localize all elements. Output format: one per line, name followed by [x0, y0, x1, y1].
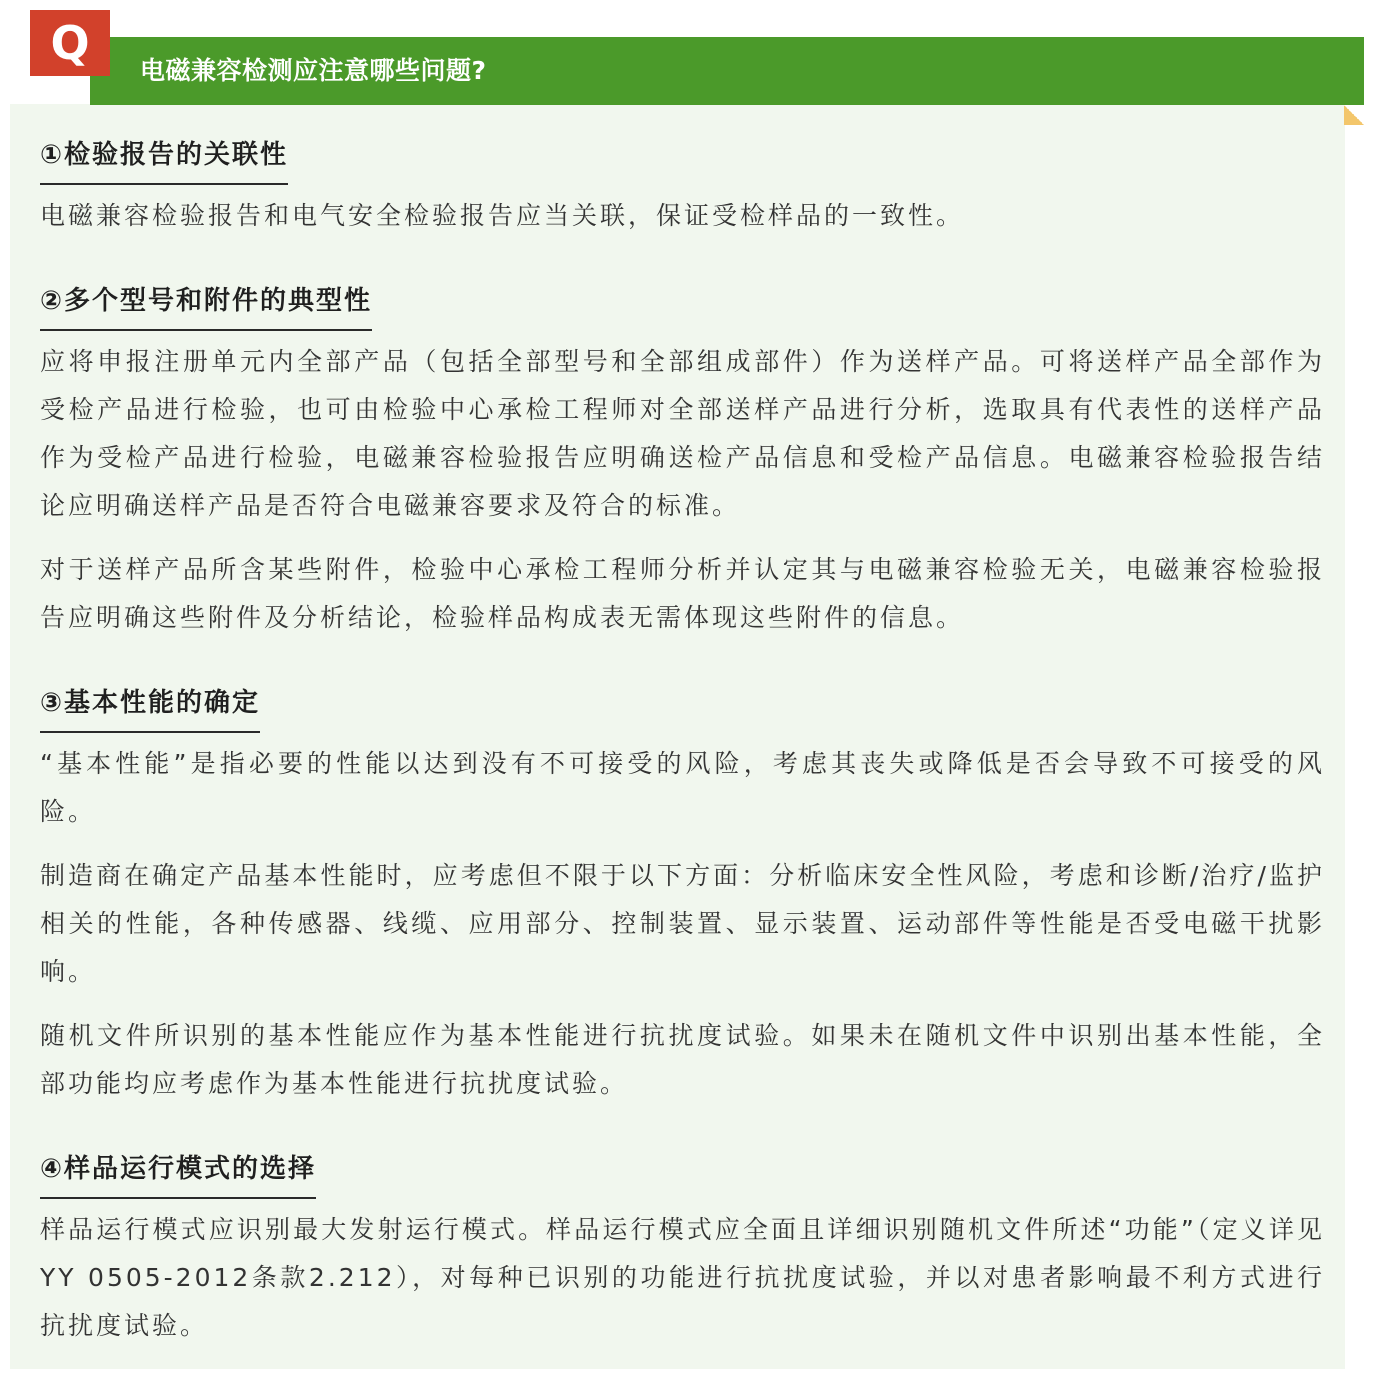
title-bar	[90, 37, 1364, 105]
section-2-paragraph-1: 应将申报注册单元内全部产品（包括全部型号和全部组成部件）作为送样产品。可将送样产品全部作为受检产品进行检验，也可由检验中心承检工程师对全部送样产品进行分析，选取具有代表性的送样产品作为受检产品进行检验，电磁兼容检验报告应明确送检产品信息和受检产品信息。电磁兼容检验报告结论应明确送样产品是否符合电磁兼容要求及符合的标准。	[40, 347, 1325, 520]
section-3-paragraph-1: “基本性能”是指必要的性能以达到没有不可接受的风险，考虑其丧失或降低是否会导致不可接受的风险。	[40, 749, 1325, 826]
section-3-paragraph-2: 制造商在确定产品基本性能时，应考虑但不限于以下方面：分析临床安全性风险，考虑和诊断/治疗/监护相关的性能，各种传感器、线缆、应用部分、控制装置、显示装置、运动部件等性能是否受电磁干扰影响。	[40, 861, 1325, 986]
section-2-paragraph-2: 对于送样产品所含某些附件，检验中心承检工程师分析并认定其与电磁兼容检验无关，电磁兼容检验报告应明确这些附件及分析结论，检验样品构成表无需体现这些附件的信息。	[40, 555, 1325, 632]
section-heading-1: ①检验报告的关联性	[40, 134, 288, 185]
section-heading-2: ②多个型号和附件的典型性	[40, 280, 372, 331]
page-title: 电磁兼容检测应注意哪些问题?	[140, 56, 487, 85]
section-heading-4: ④样品运行模式的选择	[40, 1148, 316, 1199]
question-badge: Q	[30, 10, 110, 76]
section-heading-3: ③基本性能的确定	[40, 682, 260, 733]
section-1-paragraph-1: 电磁兼容检验报告和电气安全检验报告应当关联，保证受检样品的一致性。	[40, 201, 965, 230]
corner-fold	[1344, 105, 1364, 125]
section-4-paragraph-1: 样品运行模式应识别最大发射运行模式。样品运行模式应全面且详细识别随机文件所述“功能”（定义详见YY 0505-2012条款2.212），对每种已识别的功能进行抗扰度试验，并以对患者影响最不利方式进行抗扰度试验。	[40, 1215, 1325, 1340]
section-3-paragraph-3: 随机文件所识别的基本性能应作为基本性能进行抗扰度试验。如果未在随机文件中识别出基本性能，全部功能均应考虑作为基本性能进行抗扰度试验。	[40, 1021, 1325, 1098]
